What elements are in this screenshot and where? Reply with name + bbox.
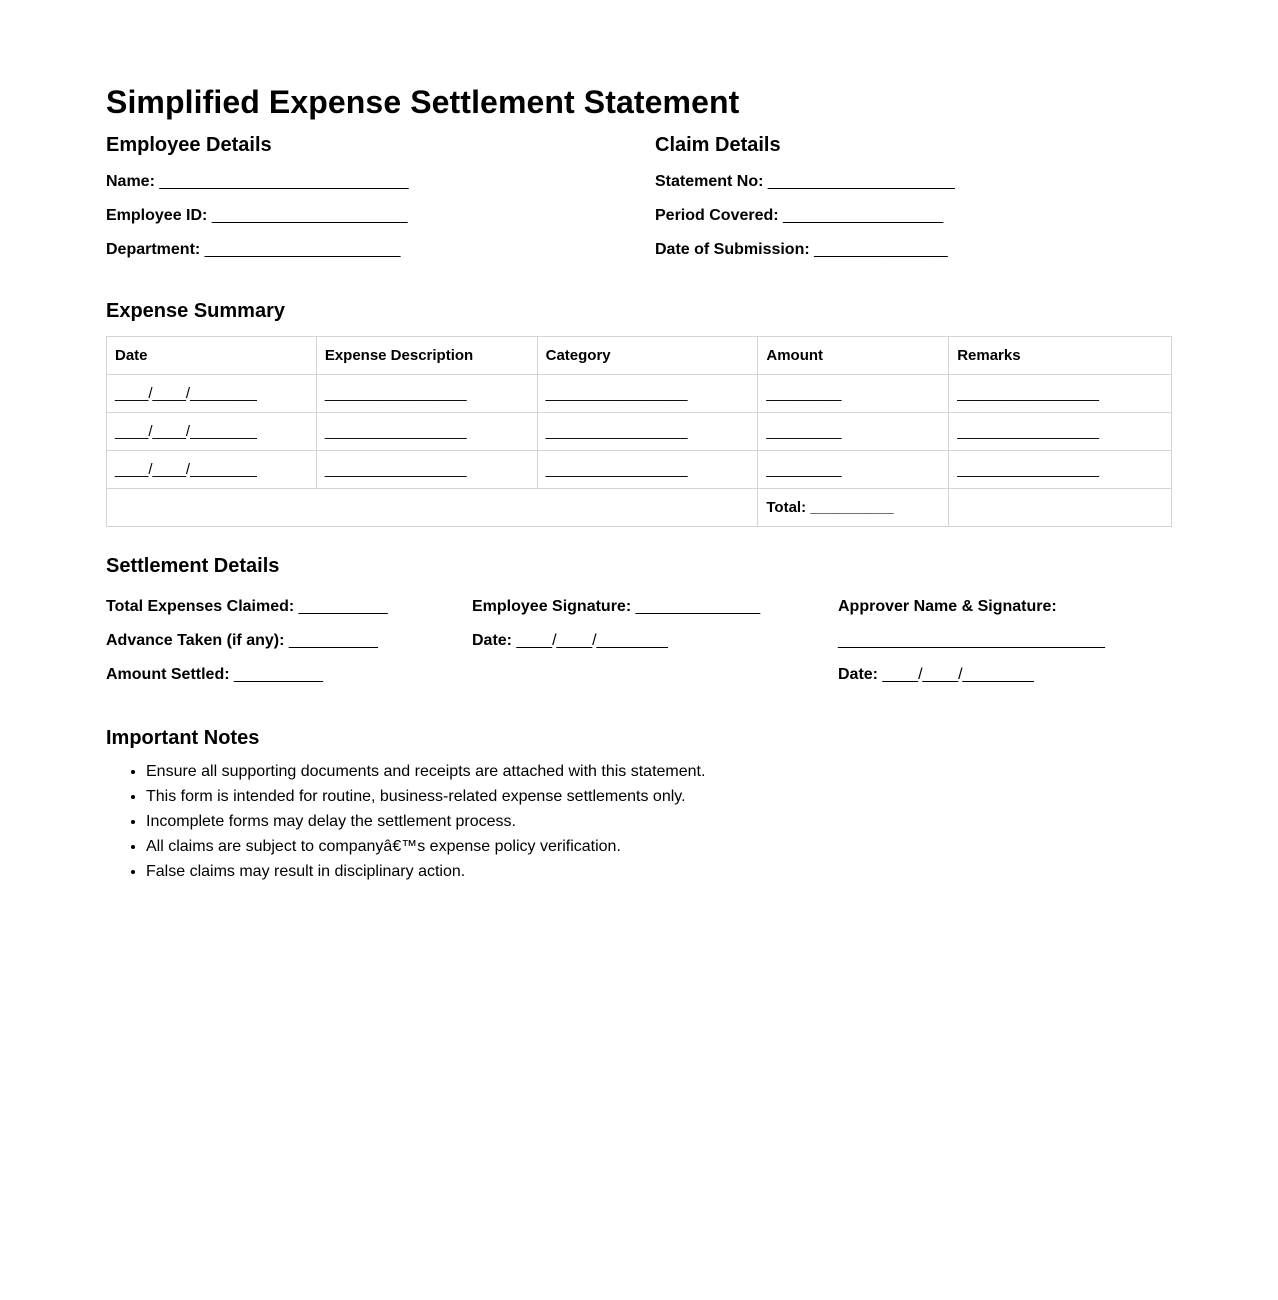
column-header-remarks: Remarks: [949, 337, 1172, 375]
period-covered-field[interactable]: [655, 206, 1172, 226]
period-covered-blank[interactable]: __________________: [783, 207, 944, 224]
advance-taken-field[interactable]: [106, 631, 472, 651]
column-header-expense-description: Expense Description: [316, 337, 537, 375]
advance-taken-blank[interactable]: __________: [288, 632, 378, 649]
department-field[interactable]: [106, 240, 655, 260]
date-of-submission-blank[interactable]: _______________: [814, 241, 948, 258]
statement-no-label: Statement No:: [655, 173, 764, 190]
department-blank[interactable]: ______________________: [204, 241, 401, 258]
total-expenses-claimed-label: Total Expenses Claimed:: [106, 598, 295, 615]
name-field[interactable]: [106, 172, 655, 192]
settlement-details-heading: Settlement Details: [106, 555, 280, 577]
document-page: [106, 80, 1172, 884]
name-blank[interactable]: ____________________________: [159, 173, 409, 190]
details-row: [106, 132, 1172, 260]
amount-settled-label: Amount Settled:: [106, 666, 230, 683]
employee-id-blank[interactable]: ______________________: [211, 207, 408, 224]
total-expenses-claimed-field[interactable]: [106, 597, 472, 617]
table-header-row: [107, 337, 1172, 375]
total-blank[interactable]: __________: [810, 499, 894, 516]
employee-date-label: Date:: [472, 632, 513, 649]
date-cell[interactable]: ____/____/________: [107, 451, 317, 489]
category-cell[interactable]: _________________: [537, 413, 758, 451]
list-item: • Ensure all supporting documents and receipts are attached with this statement.: [146, 759, 1172, 784]
date-of-submission-label: Date of Submission:: [655, 241, 810, 258]
approver-date-label: Date:: [838, 666, 879, 683]
amount-settled-blank[interactable]: __________: [234, 666, 323, 683]
column-header-amount: Amount: [758, 337, 949, 375]
date-of-submission-field[interactable]: [655, 240, 1172, 260]
employee-signature-column: [472, 597, 838, 699]
table-row: [107, 375, 1172, 413]
claim-details-section: [655, 132, 1172, 260]
document-title: Simplified Expense Settlement Statement: [106, 84, 740, 120]
important-notes-heading: Important Notes: [106, 727, 260, 749]
approver-date-blank[interactable]: ____/____/________: [882, 666, 1034, 683]
total-label: Total:: [766, 499, 807, 516]
list-item: • This form is intended for routine, business-related expense settlements only.: [146, 784, 1172, 809]
remarks-cell[interactable]: _________________: [949, 375, 1172, 413]
column-header-category: Category: [537, 337, 758, 375]
date-cell[interactable]: ____/____/________: [107, 375, 317, 413]
table-row: [107, 413, 1172, 451]
description-cell[interactable]: _________________: [316, 413, 537, 451]
employee-signature-blank[interactable]: ______________: [635, 598, 761, 615]
amount-cell[interactable]: _________: [758, 413, 949, 451]
employee-signature-label: Employee Signature:: [472, 598, 632, 615]
category-cell[interactable]: _________________: [537, 451, 758, 489]
column-header-date: Date: [107, 337, 317, 375]
expense-summary-heading: Expense Summary: [106, 300, 285, 322]
amount-settled-field[interactable]: [106, 665, 472, 685]
total-row-spacer: [107, 489, 758, 527]
period-covered-label: Period Covered:: [655, 207, 779, 224]
employee-id-label: Employee ID:: [106, 207, 208, 224]
settlement-details-grid: [106, 597, 1172, 699]
amount-cell[interactable]: _________: [758, 451, 949, 489]
description-cell[interactable]: _________________: [316, 375, 537, 413]
list-item: • All claims are subject to companyâ€™s expense policy verification.: [146, 834, 1172, 859]
list-item: • Incomplete forms may delay the settlement process.: [146, 809, 1172, 834]
total-row: [107, 489, 1172, 527]
remarks-cell[interactable]: _________________: [949, 451, 1172, 489]
total-expenses-claimed-blank[interactable]: __________: [298, 598, 388, 615]
employee-date-blank[interactable]: ____/____/________: [516, 632, 668, 649]
important-notes-list: [106, 759, 1172, 884]
total-remarks-cell: [949, 489, 1172, 527]
employee-details-heading: Employee Details: [106, 134, 272, 156]
employee-date-field[interactable]: [472, 631, 838, 651]
remarks-cell[interactable]: _________________: [949, 413, 1172, 451]
settlement-amounts-column: [106, 597, 472, 699]
list-item: • False claims may result in disciplinary action.: [146, 859, 1172, 884]
description-cell[interactable]: _________________: [316, 451, 537, 489]
approver-date-field[interactable]: [838, 665, 1172, 685]
statement-no-blank[interactable]: _____________________: [767, 173, 955, 190]
approver-label: Approver Name & Signature:: [838, 598, 1057, 615]
category-cell[interactable]: _________________: [537, 375, 758, 413]
table-row: [107, 451, 1172, 489]
total-cell[interactable]: [758, 489, 949, 527]
amount-cell[interactable]: _________: [758, 375, 949, 413]
statement-no-field[interactable]: [655, 172, 1172, 192]
approver-signature-line[interactable]: ______________________________: [838, 632, 1105, 649]
employee-signature-field[interactable]: [472, 597, 838, 617]
name-label: Name:: [106, 173, 155, 190]
advance-taken-label: Advance Taken (if any):: [106, 632, 285, 649]
expense-summary-table: [106, 336, 1172, 527]
employee-id-field[interactable]: [106, 206, 655, 226]
claim-details-heading: Claim Details: [655, 134, 781, 156]
date-cell[interactable]: ____/____/________: [107, 413, 317, 451]
department-label: Department:: [106, 241, 201, 258]
employee-details-section: [106, 132, 655, 260]
approver-column: [838, 597, 1172, 699]
